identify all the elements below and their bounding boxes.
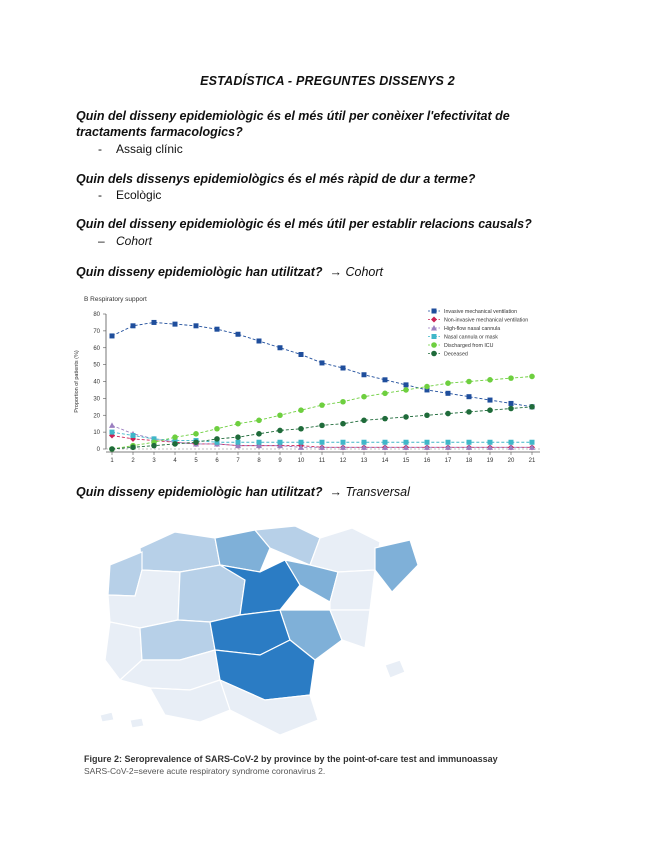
legend-label: Non-invasive mechanical ventilation <box>444 317 529 324</box>
legend-marker <box>431 342 437 348</box>
legend-marker <box>431 317 437 323</box>
province-10 <box>330 570 375 610</box>
data-point <box>403 387 409 393</box>
legend-marker <box>432 334 437 339</box>
legend-label: Nasal cannula or mask <box>444 334 498 341</box>
data-point <box>193 439 199 445</box>
answer-5-text: → Transversal <box>329 485 410 499</box>
answer-3: – Cohort <box>98 234 153 248</box>
data-point <box>109 422 115 428</box>
legend-marker <box>431 351 437 357</box>
x-tick-label: 17 <box>444 458 452 464</box>
data-point <box>445 411 451 417</box>
data-point <box>341 440 346 445</box>
data-point <box>340 421 346 427</box>
x-tick-label: 8 <box>257 458 261 464</box>
data-point <box>466 409 472 415</box>
question-2: Quin dels dissenys epidemiològics és el més ràpid de dur a terme? <box>76 172 476 186</box>
answer-2: - Ecològic <box>98 188 162 202</box>
x-tick-label: 5 <box>194 458 198 464</box>
data-point <box>320 360 325 365</box>
y-axis-label: Proportion of patients (%) <box>74 350 80 413</box>
legend-label: Discharged from ICU <box>444 343 494 349</box>
answer-2-text: Ecològic <box>116 188 162 202</box>
data-point <box>298 407 304 413</box>
data-point <box>319 423 325 429</box>
y-tick-label: 50 <box>93 362 100 369</box>
data-point <box>193 431 199 437</box>
data-point <box>362 372 367 377</box>
data-point <box>403 414 409 420</box>
data-point <box>236 332 241 337</box>
x-tick-label: 14 <box>381 458 389 464</box>
y-tick-label: 0 <box>96 447 100 453</box>
province-20 <box>385 660 405 678</box>
data-point <box>110 333 115 338</box>
data-point <box>236 440 241 445</box>
data-point <box>256 431 262 437</box>
data-point <box>509 440 514 445</box>
data-point <box>446 440 451 445</box>
x-tick-label: 11 <box>318 458 326 464</box>
x-tick-label: 10 <box>297 458 305 464</box>
y-tick-label: 10 <box>93 430 100 437</box>
data-point <box>173 322 178 327</box>
data-point <box>382 391 388 397</box>
data-point <box>529 374 535 380</box>
data-point <box>508 406 514 412</box>
data-point <box>446 391 451 396</box>
x-tick-label: 12 <box>339 458 347 464</box>
data-point <box>529 404 535 410</box>
data-point <box>487 407 493 413</box>
data-point <box>278 440 283 445</box>
data-point <box>277 428 283 434</box>
data-point <box>256 418 262 424</box>
data-point <box>466 379 472 385</box>
map-caption-note: SARS-CoV-2=severe acute respiratory syndrome coronavirus 2. <box>84 766 326 776</box>
data-point <box>530 440 535 445</box>
data-point <box>278 345 283 350</box>
y-tick-label: 30 <box>93 396 100 403</box>
province-0 <box>140 532 220 572</box>
question-4: Quin disseny epidemiològic han utilitzat? → Cohort <box>76 265 384 279</box>
data-point <box>467 440 472 445</box>
data-point <box>131 433 136 438</box>
data-point <box>340 399 346 405</box>
data-point <box>214 426 220 432</box>
answer-3-text: Cohort <box>116 234 153 248</box>
data-point <box>319 402 325 408</box>
page-title: ESTADÍSTICA - PREGUNTES DISSENYS 2 <box>200 74 455 88</box>
series-0 <box>110 317 535 409</box>
data-point <box>214 436 220 442</box>
data-point <box>424 412 430 418</box>
data-point <box>109 446 115 452</box>
legend-label: Invasive mechanical ventilation <box>444 309 518 315</box>
data-point <box>151 443 157 449</box>
y-tick-label: 70 <box>93 328 100 335</box>
x-tick-label: 19 <box>486 458 494 464</box>
y-tick-label: 80 <box>93 312 100 318</box>
question-3: Quin del disseny epidemiològic és el més útil per establir relacions causals? <box>76 217 532 231</box>
x-tick-label: 6 <box>215 458 219 464</box>
data-point <box>383 377 388 382</box>
question-1: Quin del disseny epidemiològic és el més útil per conèixer l'efectivitat de tractaments farmacologics? <box>76 109 510 139</box>
data-point <box>445 380 451 386</box>
data-point <box>341 366 346 371</box>
x-tick-label: 2 <box>131 458 135 464</box>
data-point <box>277 412 283 418</box>
data-point <box>299 440 304 445</box>
data-point <box>425 440 430 445</box>
map-caption-title: Figure 2: Seroprevalence of SARS-CoV-2 by province by the point-of-care test and immunoassay <box>84 754 498 764</box>
data-point <box>467 394 472 399</box>
legend-label: Deceased <box>444 351 468 358</box>
x-tick-label: 20 <box>507 458 515 464</box>
answer-4-text: → Cohort <box>329 265 384 279</box>
respiratory-support-chart <box>70 292 550 467</box>
answer-1: - Assaig clínic <box>98 142 183 156</box>
x-tick-label: 4 <box>173 458 177 464</box>
answer-1-text: Assaig clínic <box>116 142 183 156</box>
data-point <box>110 430 115 435</box>
data-point <box>382 416 388 422</box>
x-tick-label: 18 <box>465 458 473 464</box>
y-tick-label: 60 <box>93 345 100 352</box>
data-point <box>298 426 304 432</box>
legend-marker <box>432 309 437 314</box>
data-point <box>404 440 409 445</box>
question-5: Quin disseny epidemiològic han utilitzat? → Transversal <box>76 485 410 499</box>
y-tick-label: 20 <box>93 413 100 420</box>
data-point <box>509 401 514 406</box>
data-point <box>320 440 325 445</box>
data-point <box>130 445 136 451</box>
data-point <box>508 375 514 381</box>
data-point <box>257 440 262 445</box>
data-point <box>215 327 220 332</box>
province-21 <box>100 712 114 722</box>
province-4 <box>310 528 380 572</box>
province-22 <box>130 718 144 728</box>
x-tick-label: 16 <box>423 458 431 464</box>
data-point <box>488 440 493 445</box>
data-point <box>383 440 388 445</box>
province-5 <box>375 540 418 592</box>
chart-title: B Respiratory support <box>84 296 147 303</box>
data-point <box>235 434 241 440</box>
x-tick-label: 7 <box>236 458 240 464</box>
y-tick-label: 40 <box>93 379 100 386</box>
x-tick-label: 21 <box>528 458 536 464</box>
x-tick-label: 9 <box>278 458 282 464</box>
data-point <box>404 382 409 387</box>
spain-seroprevalence-map <box>80 510 440 750</box>
data-point <box>361 418 367 424</box>
data-point <box>172 441 178 447</box>
data-point <box>361 394 367 400</box>
data-point <box>487 377 493 383</box>
x-tick-label: 13 <box>360 458 368 464</box>
legend-label: High-flow nasal cannula <box>444 326 501 332</box>
x-tick-label: 1 <box>110 458 114 464</box>
x-tick-label: 15 <box>402 458 410 464</box>
data-point <box>362 440 367 445</box>
data-point <box>257 339 262 344</box>
data-point <box>194 323 199 328</box>
data-point <box>172 434 178 440</box>
data-point <box>299 352 304 357</box>
data-point <box>235 421 241 427</box>
data-point <box>488 398 493 403</box>
data-point <box>152 320 157 325</box>
data-point <box>424 384 430 390</box>
data-point <box>131 323 136 328</box>
x-tick-label: 3 <box>152 458 156 464</box>
